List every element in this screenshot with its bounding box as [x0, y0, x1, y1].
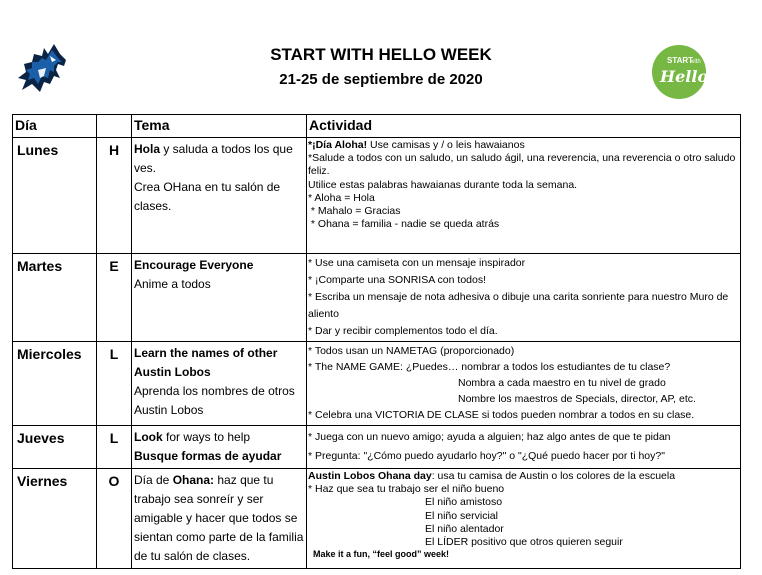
act-line: Utilice estas palabras hawaianas durante toda la semana.	[308, 178, 578, 191]
act-line: El LÍDER positivo que otros quieren seguir	[425, 536, 623, 549]
act-line: * Celebra una VICTORIA DE CLASE si todos pueden nombrar a todos en su clase.	[308, 409, 695, 421]
act-line: *Salude a todos con un saludo, un saludo ágil, una reverencia, una reverencia o otro saludo feliz.	[308, 152, 736, 178]
tema-cell	[132, 426, 307, 469]
act-line: * Ohana = familia - nadie se queda atrás	[308, 218, 500, 231]
act-line-bold: *¡Día Aloha!	[308, 139, 368, 151]
letter-cell: O	[97, 469, 132, 569]
tema-text: haz que tu trabajo sea sonreír y ser amigable y hacer que todos se sientan como parte de la familia de tu salón de clases.	[134, 473, 304, 563]
tema-text: y saluda a todos los que ves.	[134, 142, 293, 175]
header-day: Día	[13, 115, 97, 138]
act-line: : usa tu camisa de Austin o los colores de la escuela	[431, 470, 676, 482]
page-title: START WITH HELLO WEEK	[270, 45, 492, 64]
day-cell: Viernes	[13, 469, 97, 569]
tema-extra: Crea OHana en tu salón de clases.	[134, 180, 281, 213]
footer-note: Make it a fun, “feel good” week!	[312, 549, 450, 559]
tema-bold: Look	[134, 430, 163, 444]
schedule-table	[12, 114, 741, 569]
act-line-bold: Austin Lobos Ohana day	[308, 470, 432, 482]
tema-cell	[132, 138, 307, 254]
day-cell: Jueves	[13, 426, 97, 469]
letter-cell: E	[97, 254, 132, 342]
act-line: Nombre los maestros de Specials, director, AP, etc.	[458, 393, 696, 405]
table-row	[13, 426, 741, 469]
start-with-hello-logo-icon	[648, 44, 710, 100]
tema-cell	[132, 254, 307, 342]
act-line: * Todos usan un NAMETAG (proporcionado)	[308, 345, 515, 357]
day-cell: Martes	[13, 254, 97, 342]
tema-bold: Hola	[134, 142, 161, 156]
act-line: El niño amistoso	[425, 496, 503, 509]
act-line: Nombra a cada maestro en tu nivel de grado	[458, 377, 666, 389]
header-letter	[97, 115, 132, 138]
actividad-cell	[307, 254, 741, 342]
header-tema: Tema	[132, 115, 307, 138]
letter-cell: L	[97, 342, 132, 426]
tema-cell	[132, 342, 307, 426]
tema-extra: Aprenda los nombres de otros Austin Lobos	[134, 384, 295, 417]
act-line: * ¡Comparte una SONRISA con todos!	[308, 274, 487, 286]
act-line: El niño alentador	[425, 522, 504, 535]
actividad-cell	[307, 342, 741, 426]
act-line: * The NAME GAME: ¿Puedes… nombrar a todos los estudiantes de tu clase?	[308, 361, 671, 373]
act-line: * Juega con un nuevo amigo; ayuda a alguien; haz algo antes de que te pidan	[308, 431, 671, 443]
act-line: * Mahalo = Gracias	[308, 205, 401, 218]
tema-bold: Encourage Everyone	[134, 258, 254, 272]
tema-bold: Learn the names of other Austin Lobos	[134, 346, 278, 379]
table-header-row	[13, 115, 741, 138]
act-line: Use camisas y / o leis hawaianos	[367, 139, 525, 151]
act-line: * Pregunta: "¿Cómo puedo ayudarlo hoy?" o "¿Qué puedo hacer por ti hoy?"	[308, 450, 665, 462]
day-cell: Lunes	[13, 138, 97, 254]
act-line: * Haz que sea tu trabajo ser el niño bueno	[308, 483, 505, 496]
tema-extra: Busque formas de ayudar	[134, 449, 282, 463]
day-cell: Miercoles	[13, 342, 97, 426]
badge-start: START	[667, 56, 694, 65]
letter-cell: L	[97, 426, 132, 469]
table-row	[13, 342, 741, 426]
act-line: * Dar y recibir complementos todo el día.	[308, 325, 498, 337]
act-line: * Use una camiseta con un mensaje inspirador	[308, 257, 526, 269]
act-line: * Escriba un mensaje de nota adhesiva o dibuje una carita sonriente para nuestro Muro de aliento	[308, 291, 729, 320]
tema-bold: Ohana:	[172, 473, 215, 487]
badge-with: with	[690, 59, 701, 65]
table-row	[13, 138, 741, 254]
act-line: * Aloha = Hola	[308, 191, 375, 204]
tema-text: Día de	[134, 473, 173, 487]
actividad-cell	[307, 426, 741, 469]
date-range: 21-25 de septiembre de 2020	[279, 71, 483, 88]
tema-text: for ways to help	[162, 430, 251, 444]
tema-extra: Anime a todos	[134, 277, 211, 291]
badge-hello: Hello	[660, 67, 709, 86]
act-line: El niño servicial	[425, 509, 498, 522]
actividad-cell	[307, 138, 741, 254]
letter-cell: H	[97, 138, 132, 254]
header-actividad: Actividad	[307, 115, 741, 138]
table-row	[13, 254, 741, 342]
